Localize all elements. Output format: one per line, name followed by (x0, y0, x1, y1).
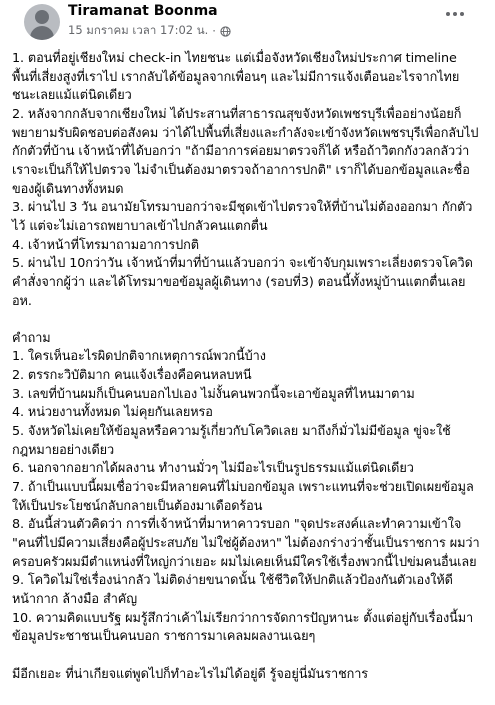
question-item: 9. โควิดไม่ใช่เรื่องน่ากลัว ไม่ติดง่ายขนาดนั้น ใช้ชีวิตให้ปกติแล้วป้องกันตัวเองให้ดี หน้ากาก ล้างมือ สำคัญ (12, 573, 453, 608)
question-item: 3. เลขที่บ้านผมก็เป็นคนบอกไปเอง ไม่งั้นคนพวกนี้จะเอาข้อมูลที่ไหนมาตาม (12, 386, 415, 402)
more-options-icon[interactable] (441, 4, 469, 24)
question-item: 5. จังหวัดไม่เคยให้ข้อมูลหรือความรู้เกี่ยวกับโควิดเลย มาถึงก็มั่วไม่มีข้อมูล ขู่จะใช้กฎหมายอย่างเดียว (12, 424, 451, 458)
closing-text: มีอีกเยอะ ที่น่าเกียจแต่พูดไปก็ทำอะไรไม่ได้อยู่ดี รู้จอยู่นี่มันราชการ (12, 666, 369, 682)
questions-heading: คำถาม (12, 330, 51, 346)
question-item: 8. อันนี้ส่วนตัวคิดว่า การที่เจ้าหน้าที่มาหาคาวรบอก "จุดประสงค์และทำความเข้าใจ "คนที่ไปมีความเสี่ยงคือผู้ประสบภัย ไม่ใช่ผู้ต้องหา" ไม่ต้องกร่างว่าชั้นเป็นราชการ ผมว่าครอบครัวผมมีตำแหน่งที่ใหญ่กว่าเยอะ ผมไม่เคยเห็นมีใครใช้เรื่องพวกนี้ไปข่มคนอื่นเลย (12, 517, 480, 570)
question-item: 6. นอกจากอยากได้ผลงาน ทำงานมั่วๆ ไม่มีอะไรเป็นรูปธรรมแม้แต่นิดเดียว (12, 461, 414, 477)
story-item: 4. เจ้าหน้าที่โทรมาถามอาการปกติ (12, 237, 199, 253)
question-item: 2. ตรรกะวิบัติมาก คนแจ้งเรื่องคือคนหลบหนี (12, 368, 252, 384)
avatar[interactable] (24, 4, 60, 40)
story-item: 1. ตอนที่อยู่เชียงใหม่ check-in ไทยชนะ แต่เมื่อจังหวัดเชียงใหม่ประกาศ timeline พื้นที่เสี่ยงสูงที่เราไป เรากลับได้ข้อมูลจากเพื่อนๆ และไม่มีการแจ้งเตือนอะไรจากไทยชนะเลยแม้แต่นิดเดียว (12, 51, 460, 104)
post-meta (68, 22, 231, 40)
post-timestamp[interactable]: 15 มกราคม เวลา 17:02 น. (68, 23, 209, 37)
meta-separator: · (212, 24, 216, 38)
post-header (12, 0, 483, 50)
story-item: 3. ผ่านไป 3 วัน อนามัยโทรมาบอกว่าจะมีชุดเข้าไปตรวจให้ที่บ้านไม่ต้องออกมา กักตัวไว้ แต่จะไม่เอารถพยาบาลเข้าไปกลัวคนแตกตื่น (12, 200, 473, 234)
post-body (12, 50, 483, 684)
question-item: 10. ความคิดแบบรัฐ ผมรู้สึกว่าเค้าไม่เรียกว่าการจัดการปัญหานะ ตั้งแต่อยู่กับเรื่องนี้มา ข้อมูลประชาชนเป็นคนบอก ราชการมาเคลมผลงานเฉยๆ (12, 610, 474, 645)
question-item: 7. ถ้าเป็นแบบนี้ผมเชื่อว่าจะมีหลายคนที่ไม่บอกข้อมูล เพราะแทนที่จะช่วยเปิดเผยข้อมูลให้เป็นประโยชน์กลับกลายเป็นต้องมาเดือดร้อน (12, 480, 474, 514)
question-item: 4. หน่วยงานทั้งหมด ไม่คุยกันเลยหรอ (12, 405, 213, 421)
globe-icon (220, 26, 231, 37)
story-item: 2. หลังจากกลับจากเชียงใหม่ ได้ประสานที่สาธารณสุขจังหวัดเพชรบุรีเพื่ออย่างน้อยก็พยายามรับผิดชอบต่อสังคม ว่าได้ไปพื้นที่เสี่ยงและกำลังจะเข้าจังหวัดเพชรบุรีเพื่อกลับไปกักตัวที่บ้าน เจ้าหน้าที่ได้บอกว่า "ถ้ามีอาการค่อยมาตรวจก็ได้ หรือถ้าวิตกกังวลกลัวว่าเราจะเป็นก็ให้ไปตรวจ ไม่จำเป็นต้องมาตรวจถ้าอาการปกติ" เราก็ได้บอกข้อมูลและชื่อของผู้เดินทางทั้งหมด (12, 106, 479, 197)
author-name[interactable]: Tiramanat Boonma (68, 3, 218, 19)
story-item: 5. ผ่านไป 10กว่าวัน เจ้าหน้าที่มาที่บ้านแล้วบอกว่า จะเข้าจับกุมเพราะเลี่ยงตรวจโควิด คำสั่งจากผู้ว่า และได้โทรมาขอข้อมูลผู้เดินทาง (รอบที่3) ตอนนี้ทั้งหมู่บ้านแตกตื่นเลย อห. (12, 256, 473, 309)
question-item: 1. ใครเห็นอะไรผิดปกติจากเหตุการณ์พวกนี้บ้าง (12, 349, 266, 365)
